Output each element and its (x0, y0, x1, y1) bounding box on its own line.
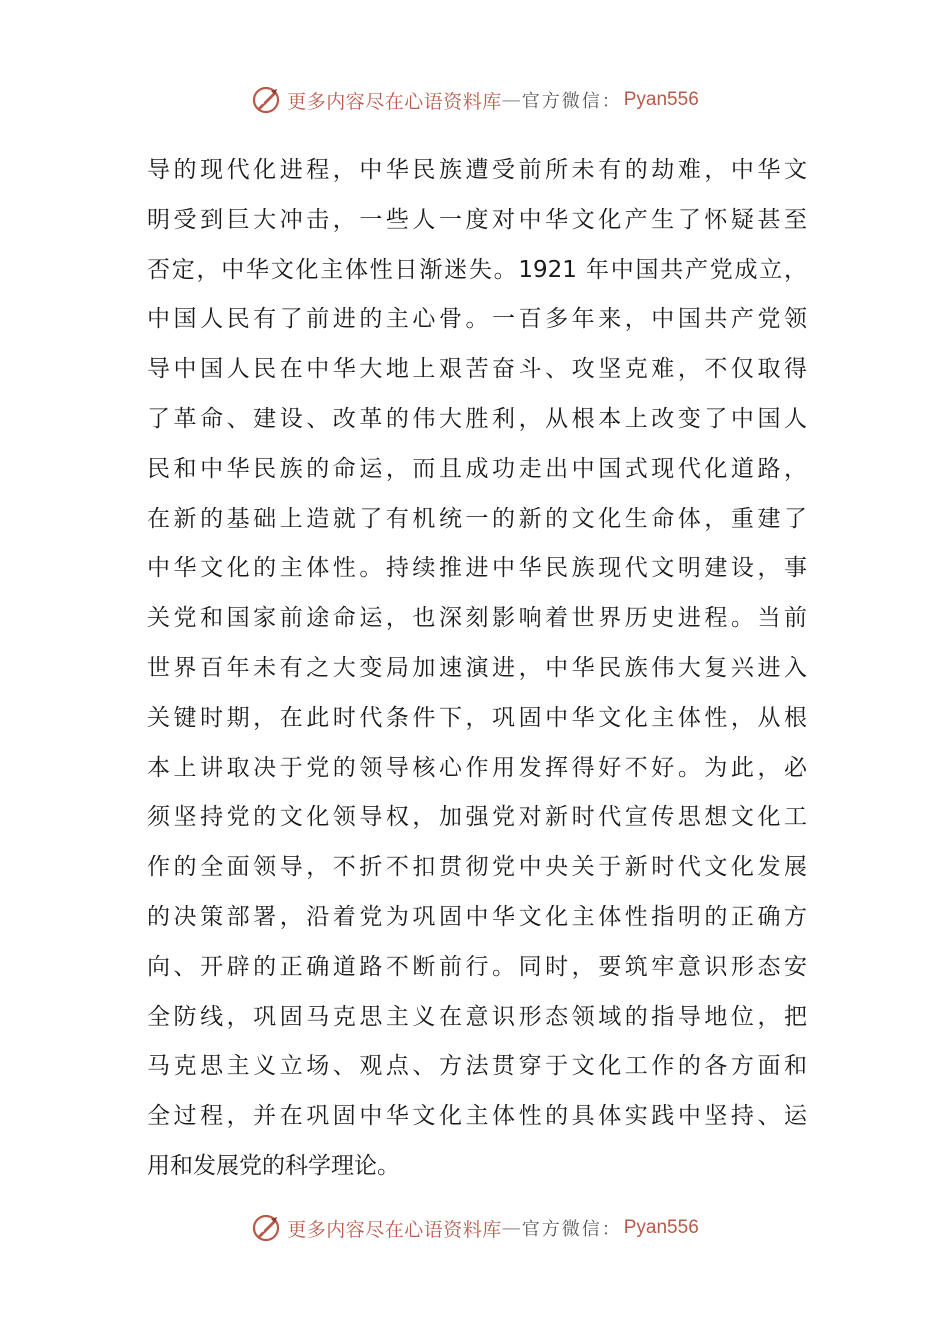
body-line: 中华文化的主体性。持续推进中华民族现代文明建设，事 (147, 555, 807, 582)
body-line: 的决策部署，沿着党为巩固中华文化主体性指明的正确方 (147, 903, 807, 930)
header-contact-label: 官方微信： (521, 91, 622, 112)
footer-brand-text: 更多内容尽在心语资料库 (287, 1218, 502, 1241)
body-line: 须坚持党的文化领导权，加强党对新时代宣传思想文化工 (147, 804, 807, 831)
body-line: 在新的基础上造就了有机统一的新的文化生命体，重建了 (147, 505, 807, 532)
header-wechat-id: Pyan556 (623, 89, 699, 110)
body-line: 全过程，并在巩固中华文化主体性的具体实践中坚持、运 (147, 1103, 807, 1130)
footer-contact-label: 官方微信： (521, 1219, 622, 1240)
footer-separator: — (501, 1217, 522, 1239)
body-line: 马克思主义立场、观点、方法贯穿于文化工作的各方面和 (147, 1053, 807, 1080)
body-line: 导的现代化进程，中华民族遭受前所未有的劫难，中华文 (147, 157, 807, 183)
body-paragraph (147, 146, 807, 1192)
body-line: 明受到巨大冲击，一些人一度对中华文化产生了怀疑甚至 (147, 206, 807, 233)
body-line: 作的全面领导，不折不扣贯彻党中央关于新时代文化发展 (147, 854, 807, 881)
body-line: 全防线，巩固马克思主义在意识形态领域的指导地位，把 (147, 1003, 807, 1030)
body-line: 否定，中华文化主体性日渐迷失。1921 年中国共产党成立， (147, 256, 807, 283)
body-line: 世界百年未有之大变局加速演进，中华民族伟大复兴进入 (147, 654, 807, 681)
body-line: 关党和国家前途命运，也深刻影响着世界历史进程。当前 (147, 605, 807, 632)
pen-circle-logo-icon (251, 1213, 281, 1243)
footer-watermark (0, 1208, 950, 1248)
body-line-last: 用和发展党的科学理论。 (147, 1152, 400, 1179)
header-brand-text: 更多内容尽在心语资料库 (287, 90, 502, 113)
header-watermark (0, 80, 950, 120)
body-line: 了革命、建设、改革的伟大胜利，从根本上改变了中国人 (147, 405, 807, 432)
footer-wechat-id: Pyan556 (623, 1217, 699, 1238)
body-line: 本上讲取决于党的领导核心作用发挥得好不好。为此，必 (147, 754, 807, 781)
header-separator: — (501, 89, 522, 111)
body-line: 关键时期，在此时代条件下，巩固中华文化主体性，从根 (147, 704, 807, 731)
body-line: 导中国人民在中华大地上艰苦奋斗、攻坚克难，不仅取得 (147, 356, 807, 383)
body-line: 向、开辟的正确道路不断前行。同时，要筑牢意识形态安 (147, 953, 807, 980)
pen-circle-logo-icon (251, 85, 281, 115)
body-line: 中国人民有了前进的主心骨。一百多年来，中国共产党领 (147, 306, 807, 333)
body-line: 民和中华民族的命运，而且成功走出中国式现代化道路， (147, 455, 807, 482)
